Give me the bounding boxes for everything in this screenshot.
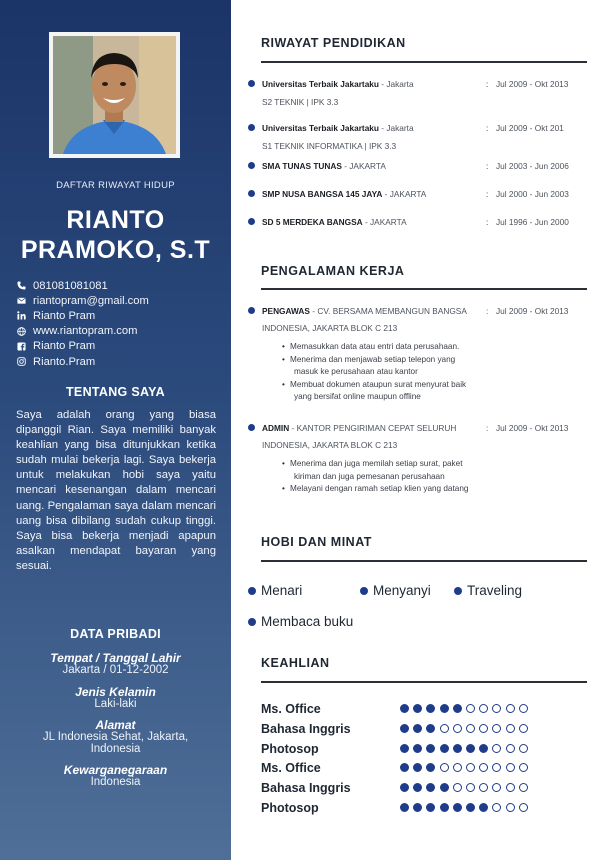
list-item: • Menerima dan juga memilah setiap surat, paket <box>286 458 506 471</box>
job-role: ADMIN <box>262 423 290 433</box>
contact-list <box>17 278 222 369</box>
list-item: yang bersifat online maupun offline <box>294 392 421 402</box>
bullet-dot <box>248 124 255 131</box>
globe-icon <box>17 326 33 337</box>
experience-heading: PENGALAMAN KERJA <box>261 264 405 278</box>
rating-dot-filled <box>426 783 435 792</box>
rating-dot-empty <box>479 704 488 713</box>
bullet-dot <box>248 190 255 197</box>
section-divider <box>261 288 587 290</box>
rating-dot-empty <box>479 724 488 733</box>
hobby-item <box>248 614 353 629</box>
rating-dot-empty <box>519 803 528 812</box>
school-location: - JAKARTA <box>341 161 386 171</box>
job-item <box>248 423 588 503</box>
linkedin-icon <box>17 310 33 321</box>
separator: : <box>486 217 489 227</box>
rating-dot-filled <box>413 783 422 792</box>
job-item <box>248 306 588 416</box>
job-address: INDONESIA, JAKARTA BLOK C 213 <box>262 440 398 450</box>
skill-name: Ms. Office <box>261 702 321 716</box>
rating-dot-filled <box>400 803 409 812</box>
education-date: Jul 2009 - Okt 201 <box>496 123 564 133</box>
rating-dot-empty <box>492 783 501 792</box>
section-divider <box>261 560 587 562</box>
school-name: Universitas Terbaik Jakartaku <box>262 79 379 89</box>
education-date: Jul 2003 - Jun 2006 <box>496 161 569 171</box>
rating-dot-filled <box>400 724 409 733</box>
separator: : <box>486 79 489 89</box>
sidebar <box>0 0 231 860</box>
rating-dot-empty <box>506 744 515 753</box>
skill-rating <box>400 763 532 772</box>
phone-icon <box>17 280 33 291</box>
contact-text[interactable]: Rianto Pram <box>33 309 96 322</box>
rating-dot-filled <box>440 803 449 812</box>
school-location: - JAKARTA <box>362 217 407 227</box>
hobby-item <box>360 583 431 598</box>
rating-dot-filled <box>413 803 422 812</box>
contact-facebook <box>17 339 222 354</box>
rating-dot-filled <box>426 803 435 812</box>
separator: : <box>486 306 489 316</box>
separator: : <box>486 189 489 199</box>
rating-dot-empty <box>506 704 515 713</box>
rating-dot-filled <box>426 744 435 753</box>
hobby-label: Traveling <box>467 583 523 598</box>
rating-dot-filled <box>400 704 409 713</box>
skill-rating <box>400 803 532 812</box>
skill-rating <box>400 704 532 713</box>
rating-dot-empty <box>479 783 488 792</box>
rating-dot-filled <box>466 744 475 753</box>
education-degree: S1 TEKNIK INFORMATIKA | IPK 3.3 <box>262 141 397 151</box>
rating-dot-empty <box>519 763 528 772</box>
rating-dot-filled <box>400 783 409 792</box>
contact-website <box>17 324 222 339</box>
rating-dot-filled <box>453 704 462 713</box>
rating-dot-empty <box>492 724 501 733</box>
rating-dot-empty <box>466 763 475 772</box>
profile-photo-image <box>53 36 176 154</box>
job-date: Jul 2009 - Okt 2013 <box>496 306 569 316</box>
rating-dot-empty <box>466 724 475 733</box>
facebook-icon <box>17 341 33 352</box>
skill-row <box>261 722 587 738</box>
skill-name: Bahasa Inggris <box>261 722 351 736</box>
rating-dot-filled <box>413 724 422 733</box>
bullet-dot <box>360 587 368 595</box>
bullet-dot <box>248 162 255 169</box>
skill-row <box>261 702 587 718</box>
rating-dot-empty <box>506 783 515 792</box>
skill-row <box>261 801 587 817</box>
bullet-dot <box>248 587 256 595</box>
personal-label: Jenis Kelamin <box>75 685 156 699</box>
rating-dot-empty <box>519 744 528 753</box>
job-date: Jul 2009 - Okt 2013 <box>496 423 569 433</box>
school-name: SMA TUNAS TUNAS <box>262 161 342 171</box>
job-duties <box>286 458 506 496</box>
separator: : <box>486 161 489 171</box>
job-role: PENGAWAS <box>262 306 310 316</box>
education-heading: RIWAYAT PENDIDIKAN <box>261 36 406 50</box>
rating-dot-empty <box>440 724 449 733</box>
rating-dot-filled <box>440 704 449 713</box>
skill-name: Photosop <box>261 801 319 815</box>
education-date: Jul 2000 - Jun 2003 <box>496 189 569 199</box>
section-divider <box>261 681 587 683</box>
rating-dot-empty <box>453 724 462 733</box>
rating-dot-empty <box>519 704 528 713</box>
main-content <box>248 0 588 860</box>
section-divider <box>261 61 587 63</box>
email-icon <box>17 295 33 306</box>
personal-value: Indonesia <box>90 743 141 755</box>
list-item: • Melayani dengan ramah setiap klien yang datang <box>286 483 506 496</box>
skill-rating <box>400 744 532 753</box>
rating-dot-empty <box>506 724 515 733</box>
rating-dot-filled <box>453 803 462 812</box>
rating-dot-empty <box>492 763 501 772</box>
personal-address <box>0 719 231 755</box>
bullet-dot <box>248 80 255 87</box>
hobby-label: Menyanyi <box>373 583 431 598</box>
rating-dot-empty <box>466 704 475 713</box>
personal-label: Alamat <box>95 718 136 732</box>
list-item: kiriman dan juga pemesanan perusahaan <box>294 471 445 481</box>
contact-phone <box>17 278 222 293</box>
education-date: Jul 1996 - Jun 2000 <box>496 217 569 227</box>
contact-text[interactable]: www.riantopram.com <box>33 325 138 338</box>
rating-dot-empty <box>519 783 528 792</box>
rating-dot-filled <box>400 763 409 772</box>
personal-value: Indonesia <box>90 776 141 788</box>
contact-email <box>17 293 222 308</box>
list-item: masuk ke perusahaan atau kantor <box>294 367 418 377</box>
personal-data-heading: DATA PRIBADI <box>70 627 161 641</box>
rating-dot-filled <box>479 744 488 753</box>
separator: : <box>486 423 489 433</box>
skill-row <box>261 761 587 777</box>
hobbies-heading: HOBI DAN MINAT <box>261 535 372 549</box>
rating-dot-empty <box>492 803 501 812</box>
rating-dot-empty <box>466 783 475 792</box>
personal-nationality <box>0 764 231 788</box>
personal-value: JL Indonesia Sehat, Jakarta, <box>42 731 189 743</box>
personal-gender <box>0 686 231 710</box>
rating-dot-filled <box>400 744 409 753</box>
education-date: Jul 2009 - Okt 2013 <box>496 79 569 89</box>
about-heading: TENTANG SAYA <box>66 385 165 399</box>
rating-dot-filled <box>413 744 422 753</box>
rating-dot-filled <box>466 803 475 812</box>
rating-dot-filled <box>479 803 488 812</box>
skill-name: Photosop <box>261 742 319 756</box>
name-second-line: PRAMOKO, S.T <box>20 236 211 264</box>
bullet-dot <box>248 618 256 626</box>
rating-dot-filled <box>426 724 435 733</box>
hobby-label: Menari <box>261 583 303 598</box>
contact-text[interactable]: Rianto Pram <box>33 340 96 353</box>
education-degree: S2 TEKNIK | IPK 3.3 <box>262 97 339 107</box>
name-first-line: RIANTO <box>66 206 165 234</box>
job-company: - CV. BERSAMA MEMBANGUN BANGSA <box>309 306 467 316</box>
school-name: SD 5 MERDEKA BANGSA <box>262 217 363 227</box>
contact-instagram <box>17 354 222 369</box>
contact-text[interactable]: riantopram@gmail.com <box>33 294 149 307</box>
full-name <box>0 205 231 265</box>
list-item: • Membuat dokumen ataupun surat menyurat baik <box>286 379 506 392</box>
bullet-dot <box>454 587 462 595</box>
skill-rating <box>400 724 532 733</box>
rating-dot-empty <box>479 763 488 772</box>
rating-dot-empty <box>519 724 528 733</box>
bullet-dot <box>248 218 255 225</box>
document-subtitle: DAFTAR RIWAYAT HIDUP <box>56 180 175 191</box>
hobby-item <box>454 583 522 598</box>
list-item: • Menerima dan menjawab setiap telepon yang <box>286 354 506 367</box>
contact-text[interactable]: Rianto.Pram <box>33 355 96 368</box>
skill-rating <box>400 783 532 792</box>
job-company: - KANTOR PENGIRIMAN CEPAT SELURUH <box>289 423 457 433</box>
rating-dot-empty <box>492 704 501 713</box>
school-name: SMP NUSA BANGSA 145 JAYA <box>262 189 383 199</box>
separator: : <box>486 123 489 133</box>
rating-dot-filled <box>440 783 449 792</box>
rating-dot-empty <box>492 744 501 753</box>
rating-dot-empty <box>506 763 515 772</box>
rating-dot-filled <box>426 704 435 713</box>
contact-text[interactable]: 081081081081 <box>33 279 108 292</box>
school-location: - Jakarta <box>379 79 414 89</box>
job-duties <box>286 341 506 404</box>
rating-dot-empty <box>506 803 515 812</box>
skill-row <box>261 742 587 758</box>
bullet-dot <box>248 424 255 431</box>
hobby-item <box>248 583 302 598</box>
job-address: INDONESIA, JAKARTA BLOK C 213 <box>262 323 398 333</box>
rating-dot-filled <box>413 763 422 772</box>
school-location: - JAKARTA <box>382 189 427 199</box>
personal-label: Tempat / Tanggal Lahir <box>50 651 181 665</box>
rating-dot-empty <box>440 763 449 772</box>
personal-value: Jakarta / 01-12-2002 <box>62 664 169 676</box>
personal-value: Laki-laki <box>94 698 137 710</box>
profile-photo <box>49 32 180 158</box>
contact-linkedin <box>17 308 222 323</box>
about-text: Saya adalah orang yang biasa dipanggil Rian. Saya memiliki banyak keahlian yang bisa ditunjukkan ketika sudah mulai bekerja lagi. Saya bekerja untuk melakukan hobi saya yaitu mencari kesenangan dalam mencari uang. Pengalaman saya dalam mencari uang bisa dibilang sudah cukup tinggi. Saya bisa bekerja menjadi apapun asalkan mendapat bayaran yang sesuai. <box>16 409 216 572</box>
rating-dot-filled <box>453 744 462 753</box>
school-name: Universitas Terbaik Jakartaku <box>262 123 379 133</box>
rating-dot-filled <box>413 704 422 713</box>
rating-dot-filled <box>426 763 435 772</box>
list-item: • Memasukkan data atau entri data perusahaan. <box>286 341 506 354</box>
instagram-icon <box>17 356 33 367</box>
personal-label: Kewarganegaraan <box>63 763 168 777</box>
skill-name: Bahasa Inggris <box>261 781 351 795</box>
skill-row <box>261 781 587 797</box>
skills-heading: KEAHLIAN <box>261 656 330 670</box>
rating-dot-filled <box>440 744 449 753</box>
skill-name: Ms. Office <box>261 761 321 775</box>
personal-birth <box>0 652 231 676</box>
bullet-dot <box>248 307 255 314</box>
rating-dot-empty <box>453 763 462 772</box>
hobby-label: Membaca buku <box>261 614 354 629</box>
rating-dot-empty <box>453 783 462 792</box>
school-location: - Jakarta <box>379 123 414 133</box>
